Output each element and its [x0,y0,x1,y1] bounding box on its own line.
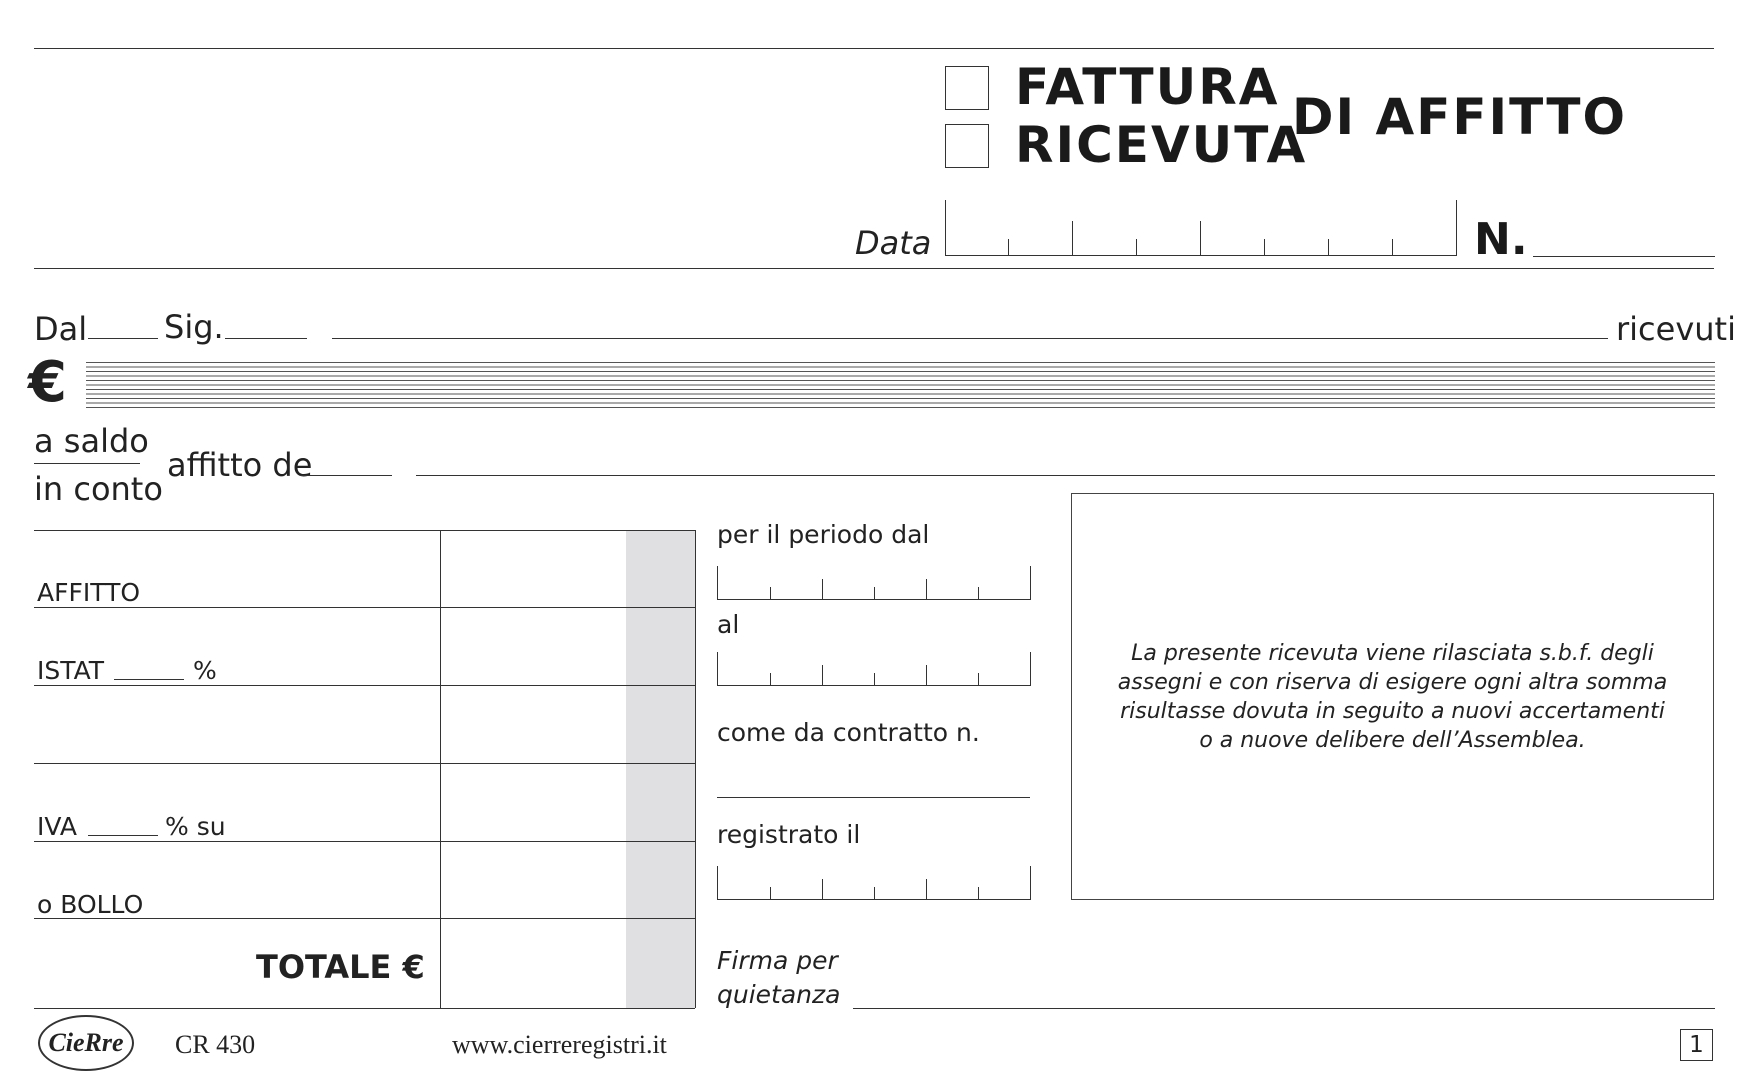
signature-field[interactable] [853,1008,1715,1009]
iva-row-label: IVA [37,812,77,841]
sig-field-short[interactable] [225,338,307,339]
signature-label-line1: Firma per [717,946,838,975]
contract-field[interactable] [717,797,1030,798]
number-field[interactable] [1533,256,1715,257]
total-amount-cell[interactable] [442,920,624,1006]
amount-field[interactable] [86,362,1715,408]
logo-text: CieRre [48,1028,124,1057]
saldo-divider [34,463,140,464]
ricevuta-label: RICEVUTA [1015,116,1308,174]
saldo-label: a saldo [34,422,149,460]
website-link[interactable]: www.cierreregistri.it [452,1030,667,1059]
istat-row-label: ISTAT [37,656,105,685]
sig-field[interactable] [332,338,1608,339]
ricevuta-checkbox[interactable] [945,124,989,168]
period-from-field[interactable] [717,566,1031,600]
iva-percent-field[interactable] [88,835,158,836]
al-label: al [717,610,740,639]
number-label: N. [1474,214,1528,265]
table-row-line [34,685,695,686]
date-field[interactable] [945,200,1457,256]
affitto-row-label: AFFITTO [37,578,141,607]
dal-field[interactable] [88,338,158,339]
notice-text: La presente ricevuta viene rilasciata s.b.f. degli assegni e con riserva di esigere ogni altra somma risultasse dovuta in seguito a nuovi accertamenti o a nuove delibere dell’Assemblea. [1117,640,1668,753]
table-row-line [34,607,695,608]
table-row-line [34,763,695,764]
registered-label: registrato il [717,820,861,849]
affitto-de-field-short[interactable] [300,475,392,476]
dal-label: Dal [34,310,88,348]
total-label: TOTALE € [256,948,425,986]
table-top [34,530,695,531]
period-to-field[interactable] [717,652,1031,686]
istat-percent-field[interactable] [114,679,184,680]
sig-label: Sig. [164,308,224,346]
fattura-checkbox[interactable] [945,66,989,110]
table-bottom [34,1008,695,1009]
signature-label-line2: quietanza [717,980,841,1009]
table-right-edge [695,530,696,1008]
istat-amount-cell[interactable] [442,609,624,683]
iva-percent-label: % su [165,812,226,841]
bollo-row-label: o BOLLO [37,890,144,919]
fattura-label: FATTURA [1015,58,1280,116]
notice-box [1071,493,1714,900]
page-number: 1 [1680,1029,1713,1061]
bollo-amount-cell[interactable] [442,843,624,917]
product-code: CR 430 [175,1030,256,1059]
euro-icon: € [28,350,67,415]
istat-percent-sign: % [193,656,217,685]
top-rule [34,48,1714,49]
cierre-logo [38,1015,134,1071]
affitto-de-label: affitto de [167,446,313,484]
extra-amount-cell[interactable] [442,687,624,761]
table-row-line [34,841,695,842]
contract-label: come da contratto n. [717,718,980,747]
header-rule [34,268,1714,269]
registered-date-field[interactable] [717,866,1031,900]
ricevuti-label: ricevuti [1616,310,1736,348]
conto-label: in conto [34,470,163,508]
affitto-de-field[interactable] [416,475,1715,476]
iva-amount-cell[interactable] [442,765,624,839]
decimal-column [626,530,695,1008]
date-label: Data [855,224,932,262]
affitto-amount-cell[interactable] [442,532,624,606]
document-title: DI AFFITTO [1292,88,1627,146]
table-column-line [440,530,441,1008]
period-label: per il periodo dal [717,520,930,549]
